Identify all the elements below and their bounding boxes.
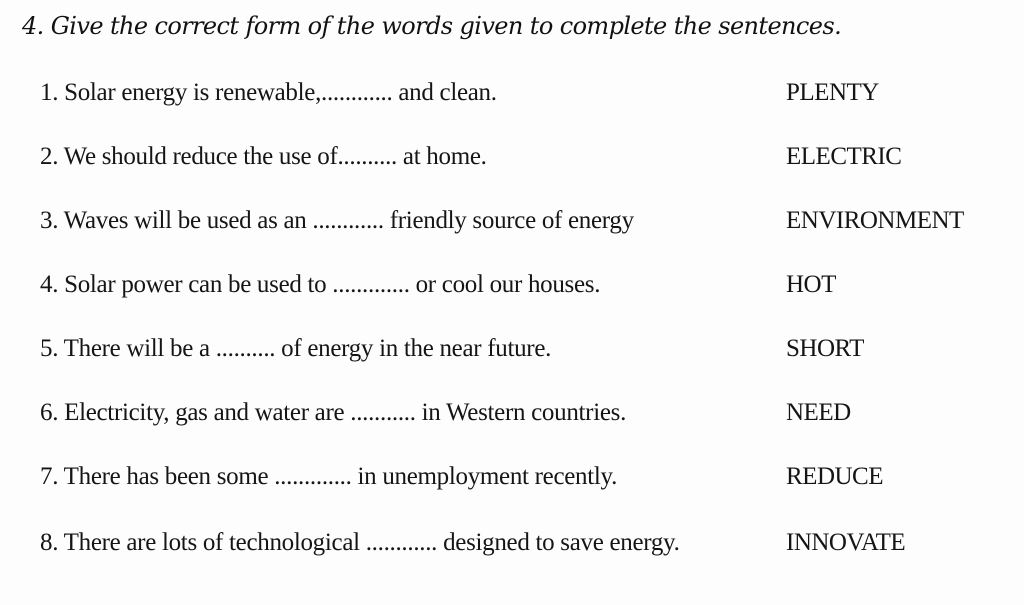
exercise-item-2: [40, 140, 1000, 180]
item-root-word: PLENTY: [786, 79, 879, 106]
exercise-item-1: [40, 76, 1000, 116]
item-sentence: 7. There has been some ............. in unemployment recently.: [40, 463, 618, 490]
exercise-item-4: [40, 268, 1000, 308]
exercise-item-5: [40, 332, 1000, 372]
item-root-word: INNOVATE: [786, 529, 906, 556]
item-sentence: 8. There are lots of technological ............ designed to save energy.: [40, 529, 680, 556]
item-root-word: NEED: [786, 399, 851, 426]
item-sentence: 1. Solar energy is renewable,............ and clean.: [40, 79, 497, 106]
exercise-item-8: [40, 526, 1000, 600]
item-root-word: HOT: [786, 271, 836, 298]
item-sentence: 5. There will be a .......... of energy in the near future.: [40, 335, 552, 362]
exercise-heading: 4. Give the correct form of the words given to complete the sentences.: [22, 12, 842, 40]
item-sentence: 4. Solar power can be used to ............. or cool our houses.: [40, 271, 601, 298]
item-sentence: 6. Electricity, gas and water are ........... in Western countries.: [40, 399, 627, 426]
exercise-item-6: [40, 396, 1000, 436]
exercise-item-3: [40, 204, 1000, 244]
item-root-word: SHORT: [786, 335, 864, 362]
exercise-item-7: [40, 460, 1000, 500]
item-sentence: 2. We should reduce the use of.......... at home.: [40, 143, 487, 170]
item-root-word: ELECTRIC: [786, 143, 902, 170]
item-sentence: 3. Waves will be used as an ............ friendly source of energy: [40, 207, 634, 234]
item-root-word: ENVIRONMENT: [786, 207, 964, 234]
item-root-word: REDUCE: [786, 463, 883, 490]
